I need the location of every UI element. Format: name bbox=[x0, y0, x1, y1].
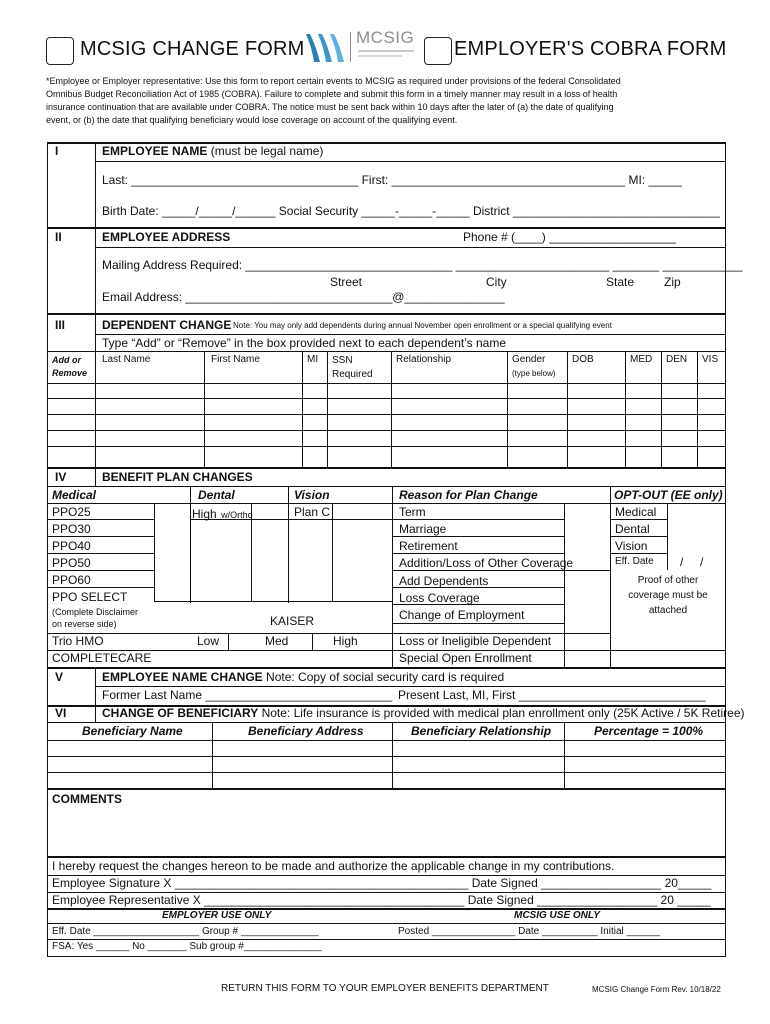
reason-marriage[interactable]: Marriage bbox=[399, 522, 447, 536]
return-instruction: RETURN THIS FORM TO YOUR EMPLOYER BENEFITS DEPARTMENT bbox=[221, 983, 549, 994]
optout-vision[interactable]: Vision bbox=[615, 539, 648, 553]
optout-eff-date-field[interactable]: / / bbox=[680, 555, 704, 569]
kaiser-option-high[interactable]: High bbox=[333, 634, 358, 648]
reason-loss-ineligible-dependent[interactable]: Loss or Ineligible Dependent bbox=[399, 634, 552, 648]
section-4-number: IV bbox=[55, 470, 67, 484]
employer-use-only-title: EMPLOYER USE ONLY bbox=[162, 910, 272, 921]
section-3-number: III bbox=[55, 318, 66, 332]
vision-option-plan-c[interactable]: Plan C bbox=[294, 505, 331, 519]
medical-option-completecare[interactable]: COMPLETECARE bbox=[52, 651, 152, 665]
mcsig-change-form-title: MCSIG CHANGE FORM bbox=[80, 38, 305, 60]
section-5-heading: EMPLOYEE NAME CHANGE Note: Copy of social security card is required bbox=[102, 670, 505, 684]
col-gender-note: (type below) bbox=[512, 369, 556, 378]
intro-line-4: event, or (b) the date that qualifying beneficiary would lose coverage on account of the qualifying event. bbox=[46, 115, 458, 125]
reason-addition-loss-coverage[interactable]: Addition/Loss of Other Coverage bbox=[399, 556, 574, 570]
col-beneficiary-name: Beneficiary Name bbox=[82, 724, 183, 738]
comments-label: COMMENTS bbox=[52, 792, 122, 806]
street-label: Street bbox=[330, 275, 363, 289]
medical-option-ppo-select[interactable]: PPO SELECT bbox=[52, 590, 128, 604]
employee-name-line[interactable]: Last: __________________________________ First: ___________________________________ MI: _____ bbox=[102, 173, 682, 187]
employer-cobra-form-title: EMPLOYER'S COBRA FORM bbox=[454, 38, 727, 60]
city-label: City bbox=[486, 275, 507, 289]
col-relationship: Relationship bbox=[396, 354, 452, 365]
logo-wordmark: MCSIG bbox=[356, 28, 415, 47]
mcsig-logo bbox=[304, 28, 420, 68]
reason-change-employment[interactable]: Change of Employment bbox=[399, 608, 525, 622]
mailing-address-line[interactable]: Mailing Address Required: _______________________________ _______________________ _______ ____________ bbox=[102, 258, 743, 272]
reason-special-open-enrollment[interactable]: Special Open Enrollment bbox=[399, 651, 532, 665]
vision-header: Vision bbox=[294, 488, 330, 502]
medical-option-ppo40[interactable]: PPO40 bbox=[52, 539, 91, 553]
mcsig-use-only-title: MCSIG USE ONLY bbox=[514, 910, 600, 921]
col-vis: VIS bbox=[702, 354, 719, 365]
col-add-remove: Add or Remove bbox=[52, 355, 88, 378]
dental-option-high[interactable]: High w/Ortho bbox=[192, 507, 253, 521]
beneficiary-row[interactable] bbox=[48, 741, 725, 756]
reason-term[interactable]: Term bbox=[399, 505, 426, 519]
dependent-row[interactable] bbox=[48, 447, 725, 467]
col-percentage: Percentage = 100% bbox=[594, 724, 704, 738]
employer-cobra-form-checkbox[interactable] bbox=[424, 37, 452, 65]
employee-representative-line[interactable]: Employee Representative X _______________________________________ Date Signed __________________ 20 _____ bbox=[52, 893, 711, 907]
col-mi: MI bbox=[307, 354, 319, 365]
col-med: MED bbox=[630, 354, 653, 365]
beneficiary-row[interactable] bbox=[48, 773, 725, 788]
medical-option-ppo30[interactable]: PPO30 bbox=[52, 522, 91, 536]
form-revision: MCSIG Change Form Rev. 10/18/22 bbox=[592, 985, 721, 994]
medical-option-ppo60[interactable]: PPO60 bbox=[52, 573, 91, 587]
section-3-heading: DEPENDENT CHANGE bbox=[102, 318, 232, 332]
employer-eff-date-group-line[interactable]: Eff. Date ___________________ Group # ______________ bbox=[52, 926, 319, 937]
medical-header: Medical bbox=[52, 488, 97, 502]
col-dob: DOB bbox=[572, 354, 594, 365]
section-2-heading: EMPLOYEE ADDRESS bbox=[102, 230, 231, 244]
logo-waves-icon bbox=[304, 30, 348, 66]
reason-header: Reason for Plan Change bbox=[399, 488, 538, 502]
section-6-number: VI bbox=[55, 706, 67, 720]
phone-field[interactable]: Phone # (____) ___________________ bbox=[463, 230, 676, 244]
comments-field[interactable] bbox=[49, 808, 723, 856]
fsa-subgroup-line[interactable]: FSA: Yes ______ No _______ Sub group #______________ bbox=[52, 941, 322, 952]
col-last-name: Last Name bbox=[102, 354, 151, 365]
dental-header: Dental bbox=[198, 488, 235, 502]
mcsig-posted-line[interactable]: Posted _______________ Date __________ Initial ______ bbox=[398, 926, 660, 937]
col-ssn: SSN Required bbox=[332, 355, 373, 380]
optout-dental[interactable]: Dental bbox=[615, 522, 650, 536]
dependent-row[interactable] bbox=[48, 415, 725, 430]
section-6-heading: CHANGE OF BENEFICIARY Note: Life insurance is provided with medical plan enrollment only (25K Active / 5K Retiree) bbox=[102, 706, 745, 720]
email-address-line[interactable]: Email Address: _______________________________@_______________ bbox=[102, 290, 505, 304]
optout-medical[interactable]: Medical bbox=[615, 505, 657, 519]
mcsig-change-form-checkbox[interactable] bbox=[46, 37, 74, 65]
dependent-change-note: Note: You may only add dependents during annual November open enrollment or a special qualifying event bbox=[233, 321, 612, 330]
medical-option-ppo25[interactable]: PPO25 bbox=[52, 505, 91, 519]
intro-line-3: insurance continuation that are available under COBRA. The notice must be sent back within 10 days after the later of (a) the date of qualifying bbox=[46, 102, 614, 112]
dependent-instruction: Type “Add” or “Remove” in the box provided next to each dependent’s name bbox=[102, 336, 507, 350]
medical-option-ppo50[interactable]: PPO50 bbox=[52, 556, 91, 570]
col-gender: Gender bbox=[512, 354, 546, 365]
section-1-heading: EMPLOYEE NAME (must be legal name) bbox=[102, 144, 324, 158]
dependent-row[interactable] bbox=[48, 431, 725, 446]
disclaimer-note: (Complete Disclaimer on reverse side) bbox=[52, 607, 139, 629]
reason-loss-coverage[interactable]: Loss Coverage bbox=[399, 591, 480, 605]
col-den: DEN bbox=[666, 354, 688, 365]
dependent-row[interactable] bbox=[48, 399, 725, 414]
beneficiary-row[interactable] bbox=[48, 757, 725, 772]
section-2-number: II bbox=[55, 230, 62, 244]
section-5-number: V bbox=[55, 670, 64, 684]
optout-header: OPT-OUT (EE only) bbox=[614, 488, 723, 502]
medical-option-trio-hmo[interactable]: Trio HMO bbox=[52, 634, 104, 648]
proof-of-coverage-note: Proof of other coverage must be attached bbox=[628, 575, 708, 616]
col-beneficiary-address: Beneficiary Address bbox=[248, 724, 364, 738]
optout-eff-date-label: Eff. Date bbox=[615, 556, 654, 567]
kaiser-option-low[interactable]: Low bbox=[197, 634, 220, 648]
zip-label: Zip bbox=[664, 275, 681, 289]
reason-add-dependents[interactable]: Add Dependents bbox=[399, 574, 489, 588]
authorization-statement: I hereby request the changes hereon to be made and authorize the applicable change in my contributions. bbox=[52, 859, 615, 873]
section-4-heading: BENEFIT PLAN CHANGES bbox=[102, 470, 253, 484]
dependent-row[interactable] bbox=[48, 384, 725, 398]
employee-signature-line[interactable]: Employee Signature X ____________________________________________ Date Signed __________________ 20_____ bbox=[52, 876, 712, 890]
col-beneficiary-relationship: Beneficiary Relationship bbox=[411, 724, 552, 738]
birth-ssn-district-line[interactable]: Birth Date: _____/_____/______ Social Security _____-_____-_____ District _______________________________ bbox=[102, 204, 720, 218]
state-label: State bbox=[606, 275, 635, 289]
section-1-number: I bbox=[55, 144, 59, 158]
present-name-field[interactable]: Present Last, MI, First ____________________________ bbox=[398, 688, 706, 702]
kaiser-label: KAISER bbox=[270, 614, 315, 628]
intro-line-1: *Employee or Employer representative: Use this form to report certain events to MCSIG as required under provisions of the federal Consolidated bbox=[46, 76, 621, 86]
intro-line-2: Omnibus Budget Reconciliation Act of 1985 (COBRA). Failure to complete and submit this form in a timely manner may result in a loss of health bbox=[46, 89, 618, 99]
col-first-name: First Name bbox=[211, 354, 260, 365]
former-last-name-field[interactable]: Former Last Name ____________________________ bbox=[102, 688, 393, 702]
reason-retirement[interactable]: Retirement bbox=[399, 539, 458, 553]
kaiser-option-med[interactable]: Med bbox=[265, 634, 289, 648]
